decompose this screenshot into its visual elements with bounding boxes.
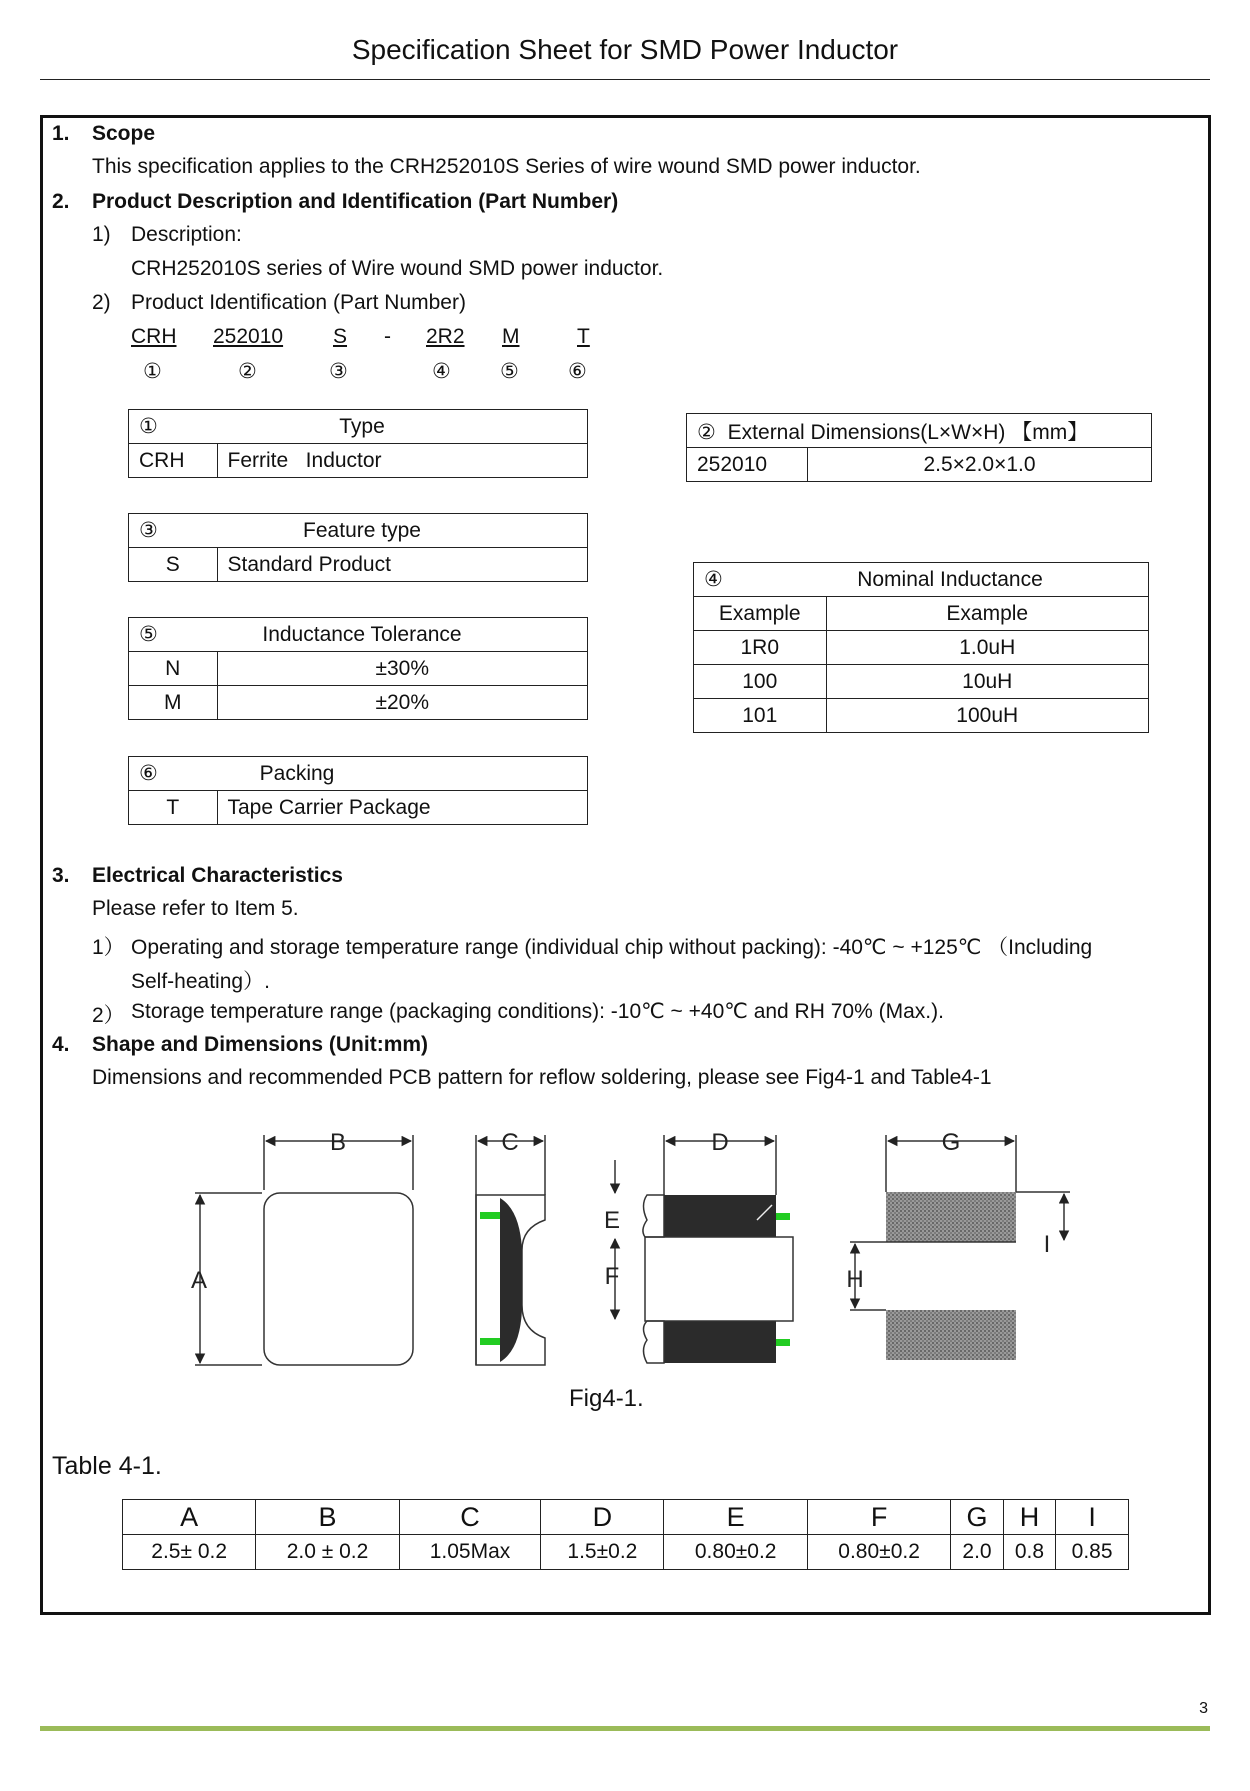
- figure-caption: Fig4-1.: [569, 1385, 644, 1412]
- tolerance-value: ±30%: [217, 652, 588, 686]
- operating-temp-text-cont: Self-heating）.: [131, 970, 270, 993]
- front-bottom-flange: [664, 1321, 776, 1363]
- packing-table: [128, 756, 588, 825]
- section-3-number: 3.: [52, 864, 70, 887]
- nominal-value: 10uH: [826, 665, 1149, 699]
- section-1-text: This specification applies to the CRH252010S Series of wire wound SMD power inductor.: [92, 155, 921, 178]
- description-label: Description:: [131, 223, 242, 246]
- front-outline: [644, 1321, 665, 1363]
- tolerance-heading: Inductance Tolerance: [217, 618, 588, 652]
- table-cell: 1.5±0.2: [541, 1535, 664, 1570]
- part-mark-2: ②: [238, 360, 257, 383]
- page-title: Specification Sheet for SMD Power Inductor: [351, 34, 899, 65]
- dimension-figure: [0, 1110, 1250, 1410]
- part-mark-6: ⑥: [568, 360, 587, 383]
- type-mark: ①: [129, 410, 218, 444]
- part-mark-4: ④: [432, 360, 451, 383]
- feature-desc: Standard Product: [217, 548, 588, 582]
- feature-table: [128, 513, 588, 582]
- table-4-1-title: Table 4-1.: [52, 1452, 162, 1480]
- table-header-cell: G: [951, 1500, 1003, 1535]
- section-3-text: Please refer to Item 5.: [92, 897, 299, 920]
- type-table: [128, 409, 588, 478]
- pcb-pattern-view: [850, 1135, 1070, 1360]
- external-dimensions-table: [686, 413, 1152, 482]
- label-d: D: [711, 1129, 729, 1156]
- feature-code: S: [129, 548, 218, 582]
- solder-pad-bottom: [886, 1310, 1016, 1360]
- ext-mark: ②: [697, 420, 716, 444]
- type-desc: Ferrite Inductor: [217, 444, 588, 478]
- part-code-dimensions: 252010: [213, 325, 284, 348]
- tolerance-value: ±20%: [217, 686, 588, 720]
- table-header-cell: I: [1056, 1500, 1129, 1535]
- nominal-col1-header: Example: [694, 597, 827, 631]
- table-header-row: [123, 1500, 1129, 1535]
- nominal-value: 1.0uH: [826, 631, 1149, 665]
- front-outline: [643, 1195, 664, 1237]
- label-g: G: [941, 1129, 961, 1156]
- table-row: [694, 665, 1149, 699]
- lead-terminal: [480, 1212, 500, 1219]
- part-mark-5: ⑤: [500, 360, 519, 383]
- label-b: B: [329, 1129, 347, 1156]
- table-row: [123, 1535, 1129, 1570]
- ext-value: 2.5×2.0×1.0: [808, 448, 1152, 482]
- part-code-dash: -: [384, 325, 391, 348]
- storage-temp-number: 2）: [92, 1004, 125, 1027]
- lead-terminal: [480, 1338, 500, 1345]
- table-cell: 0.80±0.2: [807, 1535, 950, 1570]
- nominal-code: 101: [694, 699, 827, 733]
- part-mark-1: ①: [143, 360, 162, 383]
- nominal-inductance-table: [693, 562, 1149, 733]
- table-header-cell: C: [399, 1500, 541, 1535]
- nominal-code: 100: [694, 665, 827, 699]
- ext-code: 252010: [687, 448, 808, 482]
- operating-temp-number: 1）: [92, 936, 125, 959]
- dimension-table: [122, 1499, 1129, 1570]
- title-divider: [40, 79, 1210, 80]
- section-2-heading: Product Description and Identification (Part Number): [92, 190, 619, 213]
- label-f: F: [604, 1263, 620, 1290]
- part-code-packing: T: [577, 325, 590, 348]
- nominal-code: 1R0: [694, 631, 827, 665]
- label-i: I: [1043, 1231, 1051, 1258]
- nominal-value: 100uH: [826, 699, 1149, 733]
- part-code-feature: S: [333, 325, 348, 348]
- table-row: [694, 699, 1149, 733]
- tolerance-code: N: [129, 652, 218, 686]
- top-view: [195, 1135, 413, 1365]
- table-header-cell: H: [1003, 1500, 1055, 1535]
- table-cell: 0.8: [1003, 1535, 1055, 1570]
- table-header-cell: D: [541, 1500, 664, 1535]
- table-header-cell: A: [123, 1500, 256, 1535]
- table-cell: 0.80±0.2: [664, 1535, 807, 1570]
- table-row: [129, 652, 588, 686]
- lead-terminal: [776, 1339, 790, 1346]
- tolerance-mark: ⑤: [129, 618, 218, 652]
- packing-heading: Packing: [217, 757, 588, 791]
- description-number: 1): [92, 223, 111, 246]
- part-mark-3: ③: [329, 360, 348, 383]
- label-a: A: [190, 1267, 208, 1294]
- label-c: C: [501, 1129, 519, 1156]
- section-4-number: 4.: [52, 1033, 70, 1056]
- table-cell: 2.5± 0.2: [123, 1535, 256, 1570]
- nominal-mark: ④: [694, 563, 827, 597]
- solder-pad-top: [886, 1192, 1016, 1242]
- section-1-heading: Scope: [92, 122, 156, 145]
- table-cell: 2.0: [951, 1535, 1003, 1570]
- packing-mark: ⑥: [129, 757, 218, 791]
- feature-heading: Feature type: [217, 514, 588, 548]
- packing-desc: Tape Carrier Package: [217, 791, 588, 825]
- part-code-inductance: 2R2: [426, 325, 465, 348]
- table-row: [694, 631, 1149, 665]
- part-code-tolerance: M: [502, 325, 520, 348]
- section-3-heading: Electrical Characteristics: [92, 864, 343, 887]
- table-header-cell: B: [256, 1500, 399, 1535]
- body-outline: [264, 1193, 413, 1365]
- section-4-heading: Shape and Dimensions (Unit:mm): [92, 1033, 429, 1056]
- nominal-heading: Nominal Inductance: [826, 563, 1149, 597]
- ext-heading-cell: [687, 414, 1152, 448]
- section-2-number: 2.: [52, 190, 70, 213]
- front-view: [615, 1135, 793, 1363]
- nominal-col2-header: Example: [826, 597, 1149, 631]
- front-winding: [645, 1237, 793, 1321]
- table-header-cell: E: [664, 1500, 807, 1535]
- operating-temp-text: Operating and storage temperature range (individual chip without packing): -40℃ ~ +125℃ （Including: [131, 936, 1093, 959]
- label-e: E: [603, 1207, 621, 1234]
- table-row: [129, 686, 588, 720]
- table-cell: 0.85: [1056, 1535, 1129, 1570]
- description-text: CRH252010S series of Wire wound SMD power inductor.: [131, 257, 664, 280]
- type-code: CRH: [129, 444, 218, 478]
- part-id-label: Product Identification (Part Number): [131, 291, 466, 314]
- table-header-cell: F: [807, 1500, 950, 1535]
- front-top-flange: [664, 1195, 776, 1237]
- tolerance-code: M: [129, 686, 218, 720]
- side-core: [500, 1198, 522, 1362]
- section-1-number: 1.: [52, 122, 70, 145]
- page-number: 3: [1199, 1700, 1208, 1717]
- part-id-number: 2): [92, 291, 111, 314]
- part-code-type: CRH: [131, 325, 177, 348]
- ext-heading: External Dimensions(L×W×H) 【mm】: [727, 420, 1089, 444]
- type-heading: Type: [217, 410, 588, 444]
- feature-mark: ③: [129, 514, 218, 548]
- storage-temp-text: Storage temperature range (packaging conditions): -10℃ ~ +40℃ and RH 70% (Max.).: [131, 1000, 944, 1023]
- packing-code: T: [129, 791, 218, 825]
- table-cell: 2.0 ± 0.2: [256, 1535, 399, 1570]
- side-view: [476, 1135, 545, 1365]
- section-4-text: Dimensions and recommended PCB pattern for reflow soldering, please see Fig4-1 and Table4-1: [92, 1066, 992, 1089]
- tolerance-table: [128, 617, 588, 720]
- table-cell: 1.05Max: [399, 1535, 541, 1570]
- lead-terminal: [776, 1213, 790, 1220]
- label-h: H: [846, 1266, 864, 1293]
- footer-divider: [40, 1726, 1210, 1731]
